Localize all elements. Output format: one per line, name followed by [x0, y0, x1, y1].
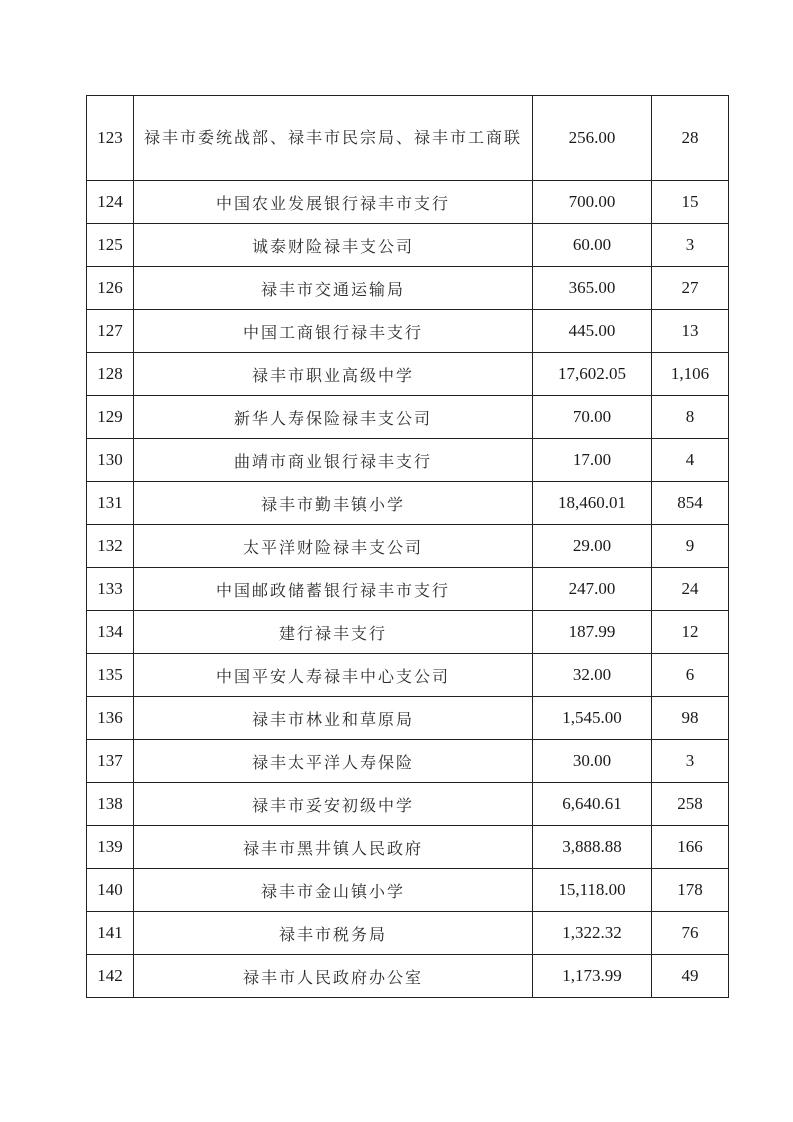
row-number: 127: [87, 310, 134, 353]
organization-name: 建行禄丰支行: [134, 611, 533, 654]
count-cell: 258: [652, 783, 729, 826]
count-cell: 4: [652, 439, 729, 482]
row-number: 142: [87, 955, 134, 998]
count-cell: 6: [652, 654, 729, 697]
table-row: [87, 525, 729, 568]
amount-cell: 70.00: [533, 396, 652, 439]
table-row: [87, 353, 729, 396]
table-row: [87, 482, 729, 525]
row-number: 131: [87, 482, 134, 525]
count-cell: 3: [652, 740, 729, 783]
count-cell: 49: [652, 955, 729, 998]
organization-name: 新华人寿保险禄丰支公司: [134, 396, 533, 439]
table-row: [87, 955, 729, 998]
row-number: 139: [87, 826, 134, 869]
organization-name: 太平洋财险禄丰支公司: [134, 525, 533, 568]
organization-name: 禄丰市职业高级中学: [134, 353, 533, 396]
table-row: [87, 783, 729, 826]
count-cell: 3: [652, 224, 729, 267]
amount-cell: 29.00: [533, 525, 652, 568]
row-number: 126: [87, 267, 134, 310]
count-cell: 1,106: [652, 353, 729, 396]
table-row: [87, 568, 729, 611]
table-row: [87, 826, 729, 869]
count-cell: 27: [652, 267, 729, 310]
amount-cell: 60.00: [533, 224, 652, 267]
row-number: 124: [87, 181, 134, 224]
count-cell: 9: [652, 525, 729, 568]
organization-name: 禄丰市金山镇小学: [134, 869, 533, 912]
organization-name: 禄丰市委统战部、禄丰市民宗局、禄丰市工商联: [134, 96, 533, 181]
organization-name: 禄丰市勤丰镇小学: [134, 482, 533, 525]
amount-cell: 1,322.32: [533, 912, 652, 955]
table-row: [87, 396, 729, 439]
organization-name: 禄丰市妥安初级中学: [134, 783, 533, 826]
organization-name: 曲靖市商业银行禄丰支行: [134, 439, 533, 482]
amount-cell: 365.00: [533, 267, 652, 310]
count-cell: 28: [652, 96, 729, 181]
table-row: [87, 869, 729, 912]
table-row: [87, 439, 729, 482]
count-cell: 854: [652, 482, 729, 525]
amount-cell: 445.00: [533, 310, 652, 353]
organization-name: 中国平安人寿禄丰中心支公司: [134, 654, 533, 697]
count-cell: 8: [652, 396, 729, 439]
organization-name: 禄丰市林业和草原局: [134, 697, 533, 740]
count-cell: 76: [652, 912, 729, 955]
table-row: [87, 224, 729, 267]
amount-cell: 15,118.00: [533, 869, 652, 912]
row-number: 125: [87, 224, 134, 267]
table-row: [87, 310, 729, 353]
row-number: 137: [87, 740, 134, 783]
amount-cell: 17,602.05: [533, 353, 652, 396]
count-cell: 15: [652, 181, 729, 224]
row-number: 140: [87, 869, 134, 912]
organization-name: 中国农业发展银行禄丰市支行: [134, 181, 533, 224]
row-number: 141: [87, 912, 134, 955]
row-number: 132: [87, 525, 134, 568]
count-cell: 98: [652, 697, 729, 740]
table-row: [87, 96, 729, 181]
count-cell: 12: [652, 611, 729, 654]
table-body: [87, 96, 729, 998]
count-cell: 178: [652, 869, 729, 912]
row-number: 130: [87, 439, 134, 482]
amount-cell: 18,460.01: [533, 482, 652, 525]
amount-cell: 256.00: [533, 96, 652, 181]
amount-cell: 247.00: [533, 568, 652, 611]
row-number: 135: [87, 654, 134, 697]
organization-name: 禄丰市人民政府办公室: [134, 955, 533, 998]
donation-table: [86, 95, 729, 998]
table-row: [87, 912, 729, 955]
organization-name: 中国邮政储蓄银行禄丰市支行: [134, 568, 533, 611]
amount-cell: 1,173.99: [533, 955, 652, 998]
row-number: 129: [87, 396, 134, 439]
amount-cell: 187.99: [533, 611, 652, 654]
count-cell: 166: [652, 826, 729, 869]
count-cell: 13: [652, 310, 729, 353]
amount-cell: 30.00: [533, 740, 652, 783]
amount-cell: 17.00: [533, 439, 652, 482]
amount-cell: 6,640.61: [533, 783, 652, 826]
table-row: [87, 181, 729, 224]
row-number: 128: [87, 353, 134, 396]
organization-name: 禄丰市交通运输局: [134, 267, 533, 310]
table-row: [87, 267, 729, 310]
organization-name: 禄丰太平洋人寿保险: [134, 740, 533, 783]
amount-cell: 32.00: [533, 654, 652, 697]
row-number: 133: [87, 568, 134, 611]
table-row: [87, 697, 729, 740]
table-row: [87, 740, 729, 783]
table-row: [87, 654, 729, 697]
table-row: [87, 611, 729, 654]
organization-name: 禄丰市黑井镇人民政府: [134, 826, 533, 869]
organization-name: 中国工商银行禄丰支行: [134, 310, 533, 353]
row-number: 138: [87, 783, 134, 826]
row-number: 123: [87, 96, 134, 181]
row-number: 134: [87, 611, 134, 654]
count-cell: 24: [652, 568, 729, 611]
amount-cell: 700.00: [533, 181, 652, 224]
organization-name: 禄丰市税务局: [134, 912, 533, 955]
organization-name: 诚泰财险禄丰支公司: [134, 224, 533, 267]
amount-cell: 1,545.00: [533, 697, 652, 740]
row-number: 136: [87, 697, 134, 740]
amount-cell: 3,888.88: [533, 826, 652, 869]
